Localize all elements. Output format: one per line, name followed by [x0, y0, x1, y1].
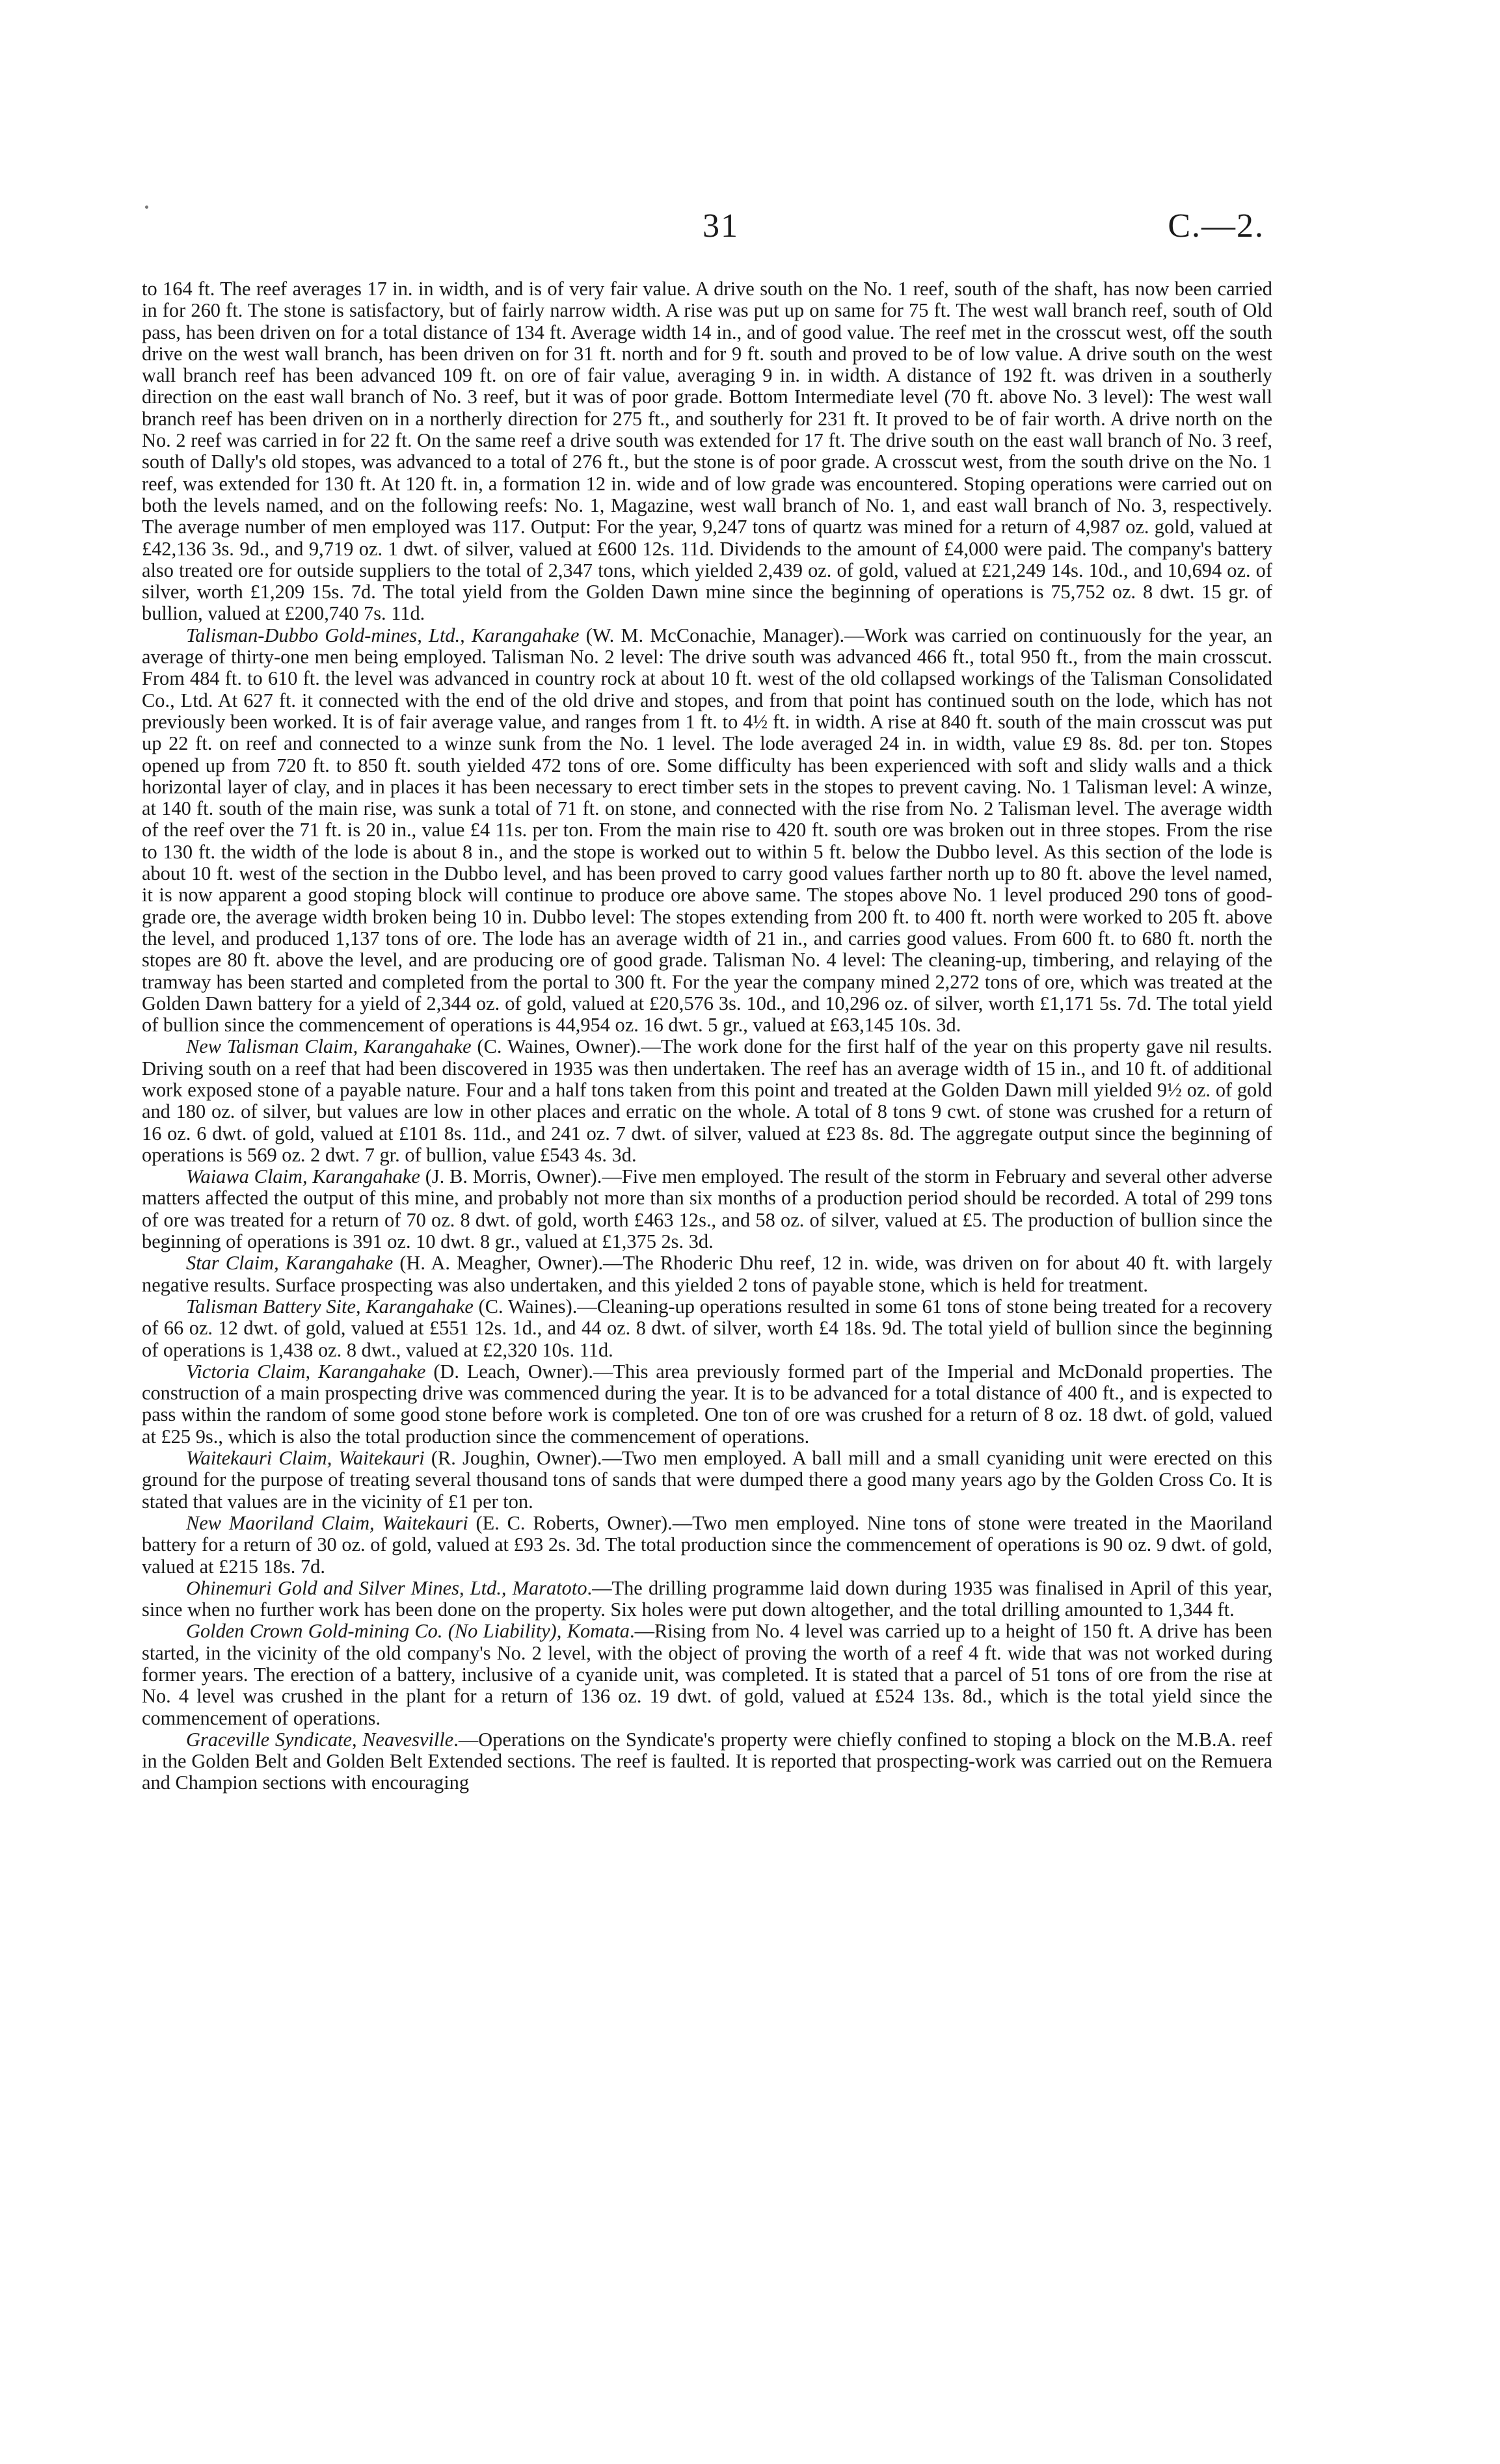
paragraph-text: .—The drilling programme laid down during 1935 was finalised in April of this year, since when no further work has been done on the property. Six holes were put down altogether, and the total drilling amounted to 1,344 ft. — [142, 1576, 1273, 1621]
paragraph-title: Waitekauri Claim, Waitekauri — [186, 1447, 425, 1470]
paragraph-title: Talisman-Dubbo Gold-mines, Ltd., Karangahake — [186, 624, 580, 646]
paragraph-waiawa — [142, 1166, 1272, 1252]
page-number: 31 — [703, 207, 739, 245]
paragraph-golden-dawn-continued — [142, 278, 1272, 625]
paragraph-title: Waiawa Claim, Karangahake — [186, 1165, 420, 1188]
paragraph-ohinemuri — [142, 1578, 1272, 1621]
paragraph-title: Graceville Syndicate, Neavesville — [186, 1728, 454, 1751]
paragraph-title: New Maoriland Claim, Waitekauri — [186, 1511, 468, 1534]
page-header — [0, 207, 1500, 246]
paragraph-title: Talisman Battery Site, Karangahake — [186, 1295, 474, 1318]
paragraph-talisman-dubbo — [142, 625, 1272, 1037]
paragraph-victoria — [142, 1361, 1272, 1448]
paragraph-text: (W. M. McConachie, Manager).—Work was carried on continuously for the year, an average of thirty-one men being employed. Talisman No. 2 level: The drive south was advanced 466 ft., total 950 ft., from the main crosscut. From 484 ft. to 610 ft. the level was advanced in country rock at about 10 ft. west of the old collapsed workings of the Talisman Consolidated Co., Ltd. At 627 ft. it connected with the end of the old drive and stopes, and from that point has continued south on the lode, which has not previously been worked. It is of fair average value, and ranges from 1 ft. to 4½ ft. in width. A rise at 840 ft. south of the main crosscut was put up 22 ft. on reef and connected to a winze sunk from the No. 1 level. The lode averaged 24 in. in width, value £9 8s. 8d. per ton. Stopes opened up from 720 ft. to 850 ft. south yielded 472 tons of ore. Some difficulty has been experienced with soft and slidy walls and a thick horizontal layer of clay, and in places it has been necessary to erect timber sets in the stopes to prevent caving. No. 1 Talisman level: A winze, at 140 ft. south of the main rise, was sunk a total of 71 ft. on stone, and connected with the rise from No. 2 Talisman level. The average width of the reef over the 71 ft. is 20 in., value £4 11s. per ton. From the main rise to 420 ft. south ore was broken out in three stopes. From the rise to 130 ft. the width of the lode is about 8 in., and the stope is worked out to within 5 ft. below the Dubbo level. As this section of the lode is about 10 ft. west of the section in the Dubbo level, and has been proved to carry good values farther north up to 80 ft. above the level named, it is now apparent a good stoping block will continue to produce ore above same. The stopes above No. 1 level produced 290 tons of good-grade ore, the average width broken being 10 in. Dubbo level: The stopes extending from 200 ft. to 400 ft. north were worked to 205 ft. above the level, and produced 1,137 tons of ore. The lode has an average width of 21 in., and carries good values. From 600 ft. to 680 ft. north the stopes are 80 ft. above the level, and are producing ore of good grade. Talisman No. 4 level: The cleaning-up, timbering, and relaying of the tramway has been started and completed from the portal to 300 ft. For the year the company mined 2,272 tons of ore, which was treated at the Golden Dawn battery for a yield of 2,344 oz. of gold, valued at £20,576 3s. 10d., and 10,296 oz. of silver, worth £1,171 5s. 7d. The total yield of bullion since the commencement of operations is 44,954 oz. 16 dwt. 5 gr., valued at £63,145 10s. 3d. — [142, 624, 1272, 1037]
paragraph-talisman-battery — [142, 1296, 1272, 1361]
paragraph-title: Victoria Claim, Karangahake — [186, 1360, 426, 1383]
paragraph-text: (H. A. Meagher, Owner).—The Rhoderic Dhu reef, 12 in. wide, was driven on for about 40 ft. with largely negative results. Surface prospecting was also undertaken, and this yielded 2 tons of payable stone, which is held for treatment. — [142, 1252, 1272, 1296]
document-code: C.—2. — [1168, 207, 1265, 245]
paragraph-waitekauri — [142, 1448, 1272, 1513]
paragraph-graceville — [142, 1729, 1272, 1794]
paragraph-text: (R. Joughin, Owner).—Two men employed. A ball mill and a small cyaniding unit were erected on this ground for the purpose of treating several thousand tons of sands that were dumped there a good many years ago by the Golden Cross Co. It is stated that values are in the vicinity of £1 per ton. — [142, 1447, 1272, 1513]
paragraph-text: .—Operations on the Syndicate's property were chiefly confined to stoping a block on the M.B.A. reef in the Golden Belt and Golden Belt Extended sections. The reef is faulted. It is reported that prospecting-work was carried out on the Remuera and Champion sections with encouraging — [142, 1728, 1273, 1794]
paragraph-text: (D. Leach, Owner).—This area previously formed part of the Imperial and McDonald properties. The construction of a main prospecting drive was commenced during the year. It is to be advanced for a total distance of 400 ft., and is expected to pass within the random of some good stone before work is completed. One ton of ore was crushed for a return of 8 oz. 18 dwt. of gold, valued at £25 9s., which is also the total production since the commencement of operations. — [142, 1360, 1273, 1448]
paragraph-new-talisman — [142, 1036, 1272, 1166]
paragraph-text: (C. Waines, Owner).—The work done for the first half of the year on this property gave nil results. Driving south on a reef that had been discovered in 1935 was then undertaken. The reef has an average width of 15 in., and 10 ft. of additional work exposed stone of a payable nature. Four and a half tons taken from this point and treated at the Golden Dawn mill yielded 9½ oz. of gold and 180 oz. of silver, but values are low in other places and erratic on the whole. A total of 8 tons 9 cwt. of stone was crushed for a return of 16 oz. 6 dwt. of gold, valued at £101 8s. 11d., and 241 oz. 7 dwt. of silver, valued at £23 8s. 8d. The aggregate output since the beginning of operations is 569 oz. 2 dwt. 7 gr. of bullion, value £543 4s. 3d. — [142, 1035, 1272, 1166]
paragraph-text: (J. B. Morris, Owner).—Five men employed. The result of the storm in February and several other adverse matters affected the output of this mine, and probably not more than six months of a production period should be recorded. A total of 299 tons of ore was treated for a return of 70 oz. 8 dwt. of gold, worth £463 12s., and 58 oz. of silver, valued at £5. The production of bullion since the beginning of operations is 391 oz. 10 dwt. 8 gr., valued at £1,375 2s. 3d. — [142, 1165, 1272, 1253]
paragraph-text: (C. Waines).—Cleaning-up operations resulted in some 61 tons of stone being treated for a recovery of 66 oz. 12 dwt. of gold, valued at £551 12s. 1d., and 44 oz. 8 dwt. of silver, worth £4 18s. 9d. The total yield of bullion since the beginning of operations is 1,438 oz. 8 dwt., valued at £2,320 10s. 11d. — [142, 1295, 1272, 1361]
paragraph-title: Star Claim, Karangahake — [186, 1252, 394, 1275]
paragraph-text: to 164 ft. The reef averages 17 in. in width, and is of very fair value. A drive south on the No. 1 reef, south of the shaft, has now been carried in for 260 ft. The stone is satisfactory, but of fairly narrow width. A rise was put up on same for 75 ft. The west wall branch reef, south of Old pass, has been driven on for a total distance of 134 ft. Average width 14 in., and of good value. The reef met in the crosscut west, off the south drive on the west wall branch, has been driven on for 31 ft. north and for 9 ft. south and proved to be of low value. A drive south on the west wall branch reef has been advanced 109 ft. on ore of fair value, averaging 9 in. in width. A distance of 192 ft. was driven in a southerly direction on the east wall branch of No. 3 reef, but it was of poor grade. Bottom Intermediate level (70 ft. above No. 3 level): The west wall branch reef has been driven on in a northerly direction for 275 ft., and southerly for 231 ft. It proved to be of fair worth. A drive north on the No. 2 reef was carried in for 22 ft. On the same reef a drive south was extended for 17 ft. The drive south on the east wall branch of No. 3 reef, south of Dally's old stopes, was advanced to a total of 276 ft., but the stone is of poor grade. A crosscut west, from the south drive on the No. 1 reef, was extended for 130 ft. At 120 ft. in, a formation 12 in. wide and of low grade was encountered. Stoping operations were carried out on both the levels named, and on the following reefs: No. 1, Magazine, west wall branch of No. 1, and east wall branch of No. 3, respectively. The average number of men employed was 117. Output: For the year, 9,247 tons of quartz was mined for a return of 4,987 oz. gold, valued at £42,136 3s. 9d., and 9,719 oz. 1 dwt. of silver, valued at £600 12s. 11d. Dividends to the amount of £4,000 were paid. The company's battery also treated ore for outside suppliers to the total of 2,347 tons, which yielded 2,439 oz. of gold, valued at £21,249 14s. 10d., and 10,694 oz. of silver, worth £1,209 15s. 7d. The total yield from the Golden Dawn mine since the beginning of operations is 75,752 oz. 8 dwt. 15 gr. of bullion, valued at £200,740 7s. 11d. — [142, 278, 1272, 625]
body-text — [142, 278, 1272, 1794]
paragraph-star-claim — [142, 1252, 1272, 1296]
paragraph-title: Golden Crown Gold-mining Co. (No Liability), Komata — [186, 1620, 630, 1643]
paragraph-golden-crown — [142, 1621, 1272, 1729]
paragraph-text: .—Rising from No. 4 level was carried up to a height of 150 ft. A drive has been started, in the vicinity of the old company's No. 2 level, with the object of proving the worth of a reef 4 ft. wide that was not worked during former years. The erection of a battery, inclusive of a cyanide unit, was completed. It is stated that a parcel of 51 tons of ore from the rise at No. 4 level was crushed in the plant for a return of 136 oz. 19 dwt. of gold, valued at £524 13s. 8d., which is the total yield since the commencement of operations. — [142, 1620, 1272, 1729]
paragraph-new-maoriland — [142, 1513, 1272, 1578]
paragraph-title: Ohinemuri Gold and Silver Mines, Ltd., Maratoto — [186, 1576, 587, 1599]
paragraph-text: (E. C. Roberts, Owner).—Two men employed. Nine tons of stone were treated in the Maoriland battery for a return of 30 oz. of gold, valued at £93 2s. 3d. The total production since the commencement of operations is 90 oz. 9 dwt. of gold, valued at £215 18s. 7d. — [142, 1511, 1272, 1578]
paragraph-title: New Talisman Claim, Karangahake — [186, 1035, 472, 1058]
